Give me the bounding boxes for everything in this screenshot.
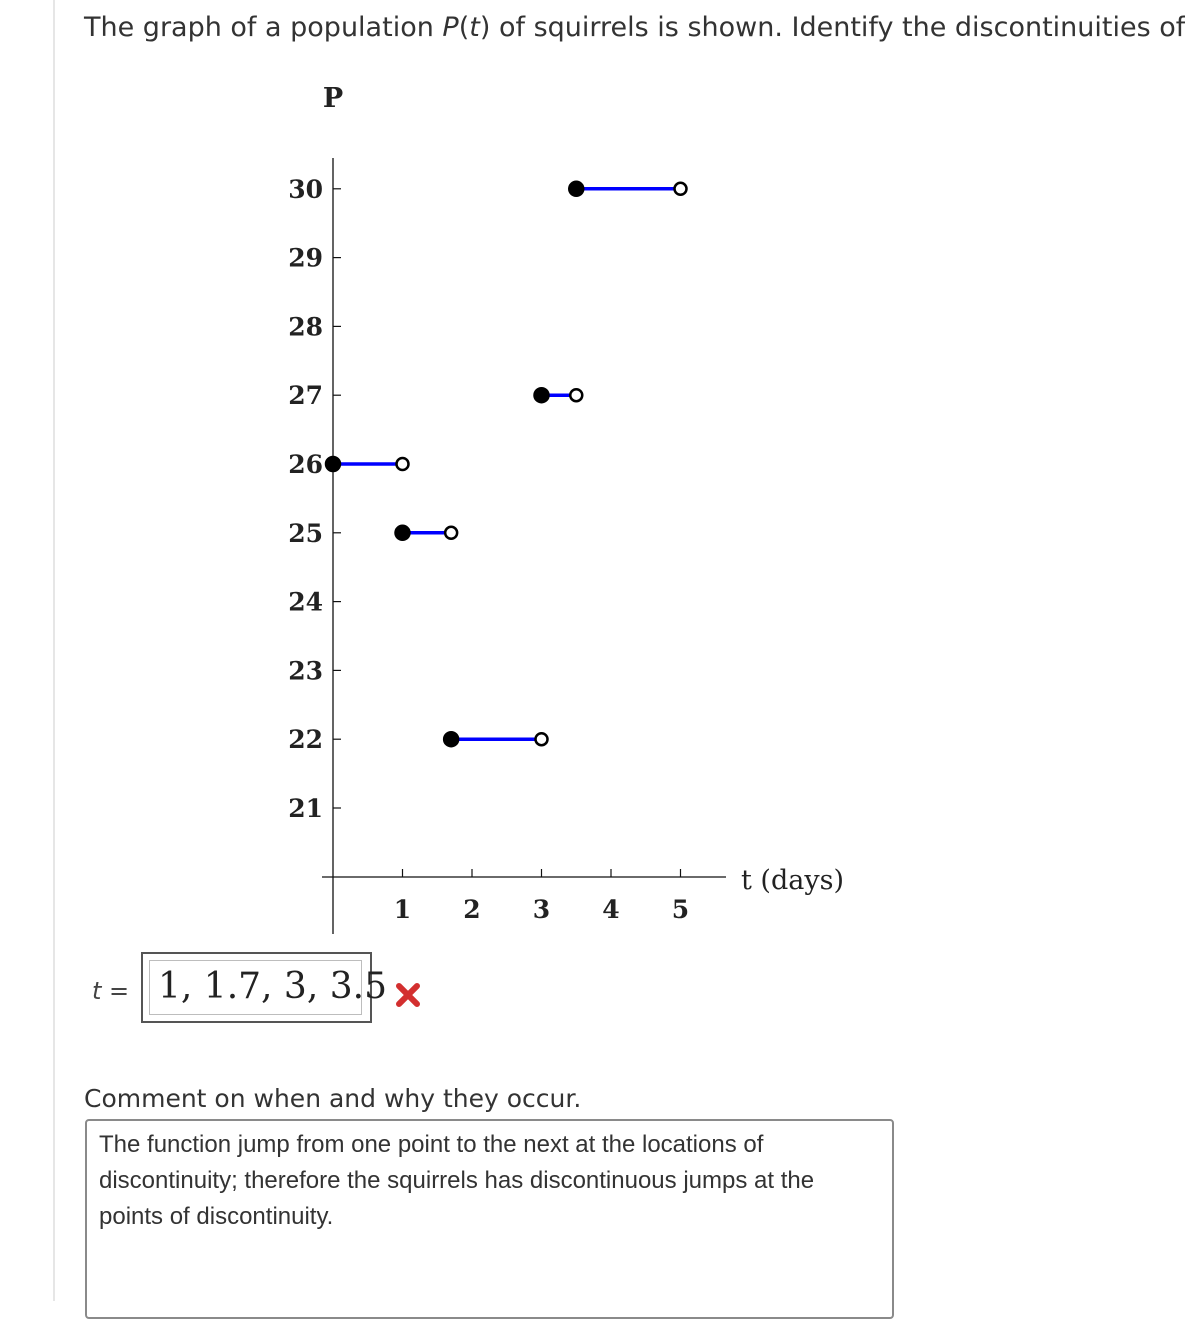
question-suffix: ) of squirrels is shown. Identify the discontinuities of xyxy=(479,12,1185,43)
answer-input-box[interactable] xyxy=(141,952,387,1023)
y-tick-label: 28 xyxy=(288,312,323,342)
y-tick-label: 21 xyxy=(288,794,323,823)
x-axis-label: t (days) xyxy=(741,865,844,896)
answer-label xyxy=(92,976,129,1006)
closed-endpoint xyxy=(396,526,410,540)
open-endpoint xyxy=(675,183,687,195)
x-tick-label: 2 xyxy=(463,895,481,924)
x-tick-label: 1 xyxy=(393,895,412,924)
closed-endpoint xyxy=(444,732,458,746)
x-tick-label: 3 xyxy=(532,895,551,924)
closed-endpoint xyxy=(569,182,583,196)
open-endpoint xyxy=(536,733,548,745)
y-tick-label: 24 xyxy=(288,587,323,617)
y-tick-label: 26 xyxy=(288,450,323,479)
question-paren-open: ( xyxy=(458,12,470,43)
open-endpoint xyxy=(445,527,457,539)
answer-label-eq: = xyxy=(101,977,130,1005)
y-tick-label: 25 xyxy=(288,518,323,548)
closed-endpoint xyxy=(535,388,549,402)
question-function-arg: t xyxy=(469,12,480,43)
comment-textarea[interactable]: The function jump from one point to the next at the locations of discontinuity; therefore the squirrels has discontinuous jumps at the points of discontinuity. xyxy=(85,1119,894,1319)
x-tick-label: 4 xyxy=(602,895,620,924)
open-endpoint xyxy=(397,458,409,470)
open-endpoint xyxy=(570,389,582,401)
answer-input[interactable]: 1, 1.7, 3, 3.5 xyxy=(149,960,362,1015)
closed-endpoint xyxy=(326,457,340,471)
question-function-name: P xyxy=(442,12,459,43)
y-tick-label: 22 xyxy=(288,725,323,755)
comment-label: Comment on when and why they occur. xyxy=(84,1084,582,1113)
x-tick-label: 5 xyxy=(671,895,690,924)
y-axis-label: P xyxy=(322,83,344,114)
y-tick-label: 27 xyxy=(288,381,323,411)
y-tick-label: 23 xyxy=(288,656,323,686)
x-mark-icon xyxy=(394,981,422,1009)
question-prefix: The graph of a population xyxy=(84,12,443,43)
y-tick-label: 30 xyxy=(288,174,323,204)
answer-label-var: t xyxy=(92,977,102,1005)
y-tick-label: 29 xyxy=(288,243,323,273)
